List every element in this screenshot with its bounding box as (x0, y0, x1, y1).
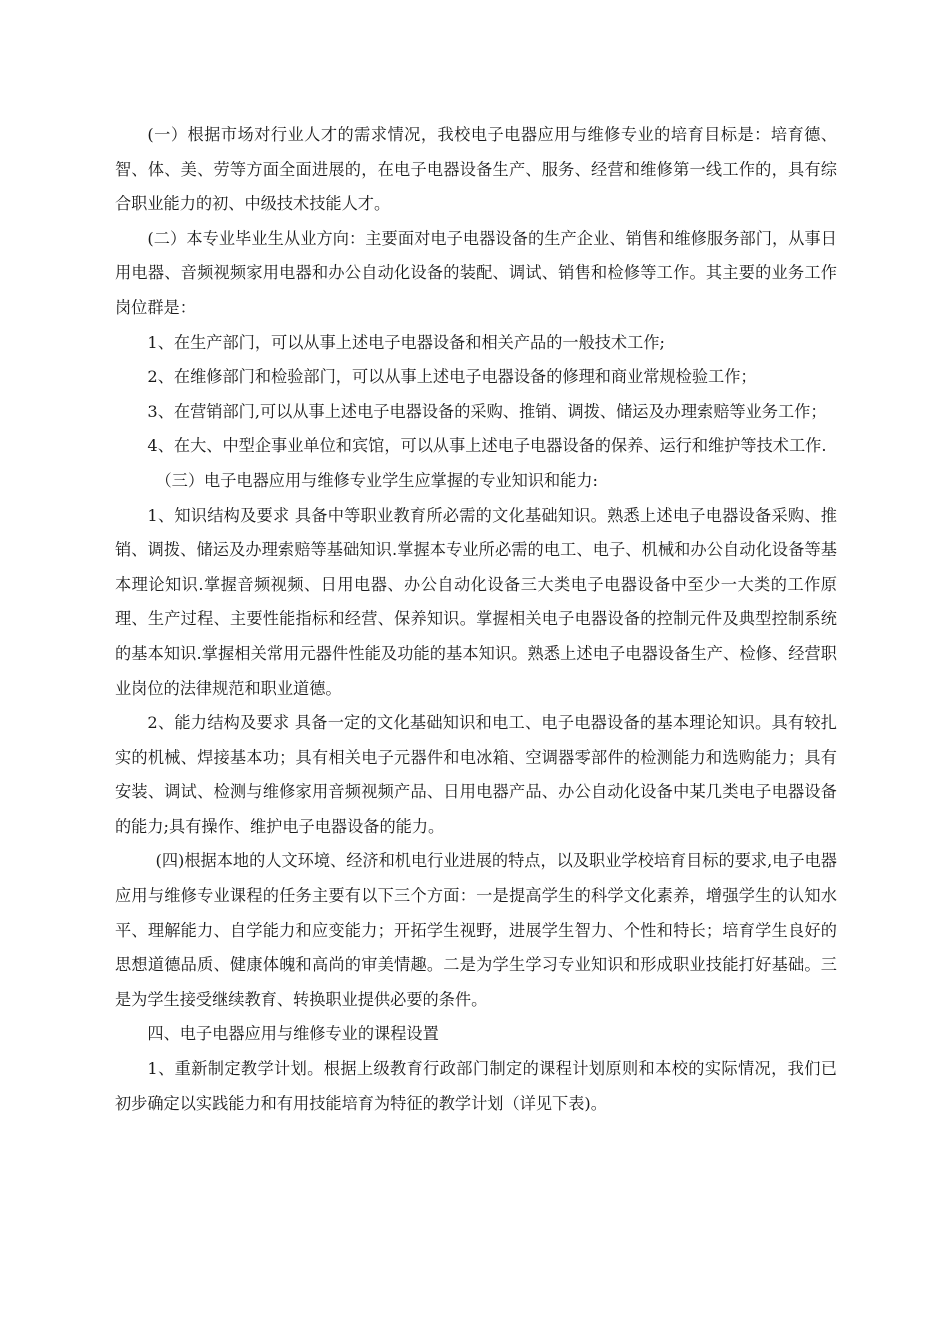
paragraph-job-item-2: 2、在维修部门和检验部门，可以从事上述电子电器设备的修理和商业常规检验工作； (147, 367, 757, 387)
paragraph-job-item-4: 4、在大、中型企事业单位和宾馆，可以从事上述电子电器设备的保养、运行和维护等技术工作. (147, 436, 827, 456)
section-heading-curriculum: 四、电子电器应用与维修专业的课程设置 (147, 1024, 439, 1044)
paragraph-teaching-plan: 1、重新制定教学计划。根据上级教育行政部门制定的课程计划原则和本校的实际情况，我们已初步确定以实践能力和有用技能培育为特征的教学计划（详见下表)。 (115, 1059, 837, 1113)
paragraph-course-tasks: (四)根据本地的人文环境、经济和机电行业进展的特点，以及职业学校培育目标的要求,电子电器应用与维修专业课程的任务主要有以下三个方面：一是提高学生的科学文化素养，增强学生的认知水平、理解能力、自学能力和应变能力；开拓学生视野，进展学生智力、个性和特长；培育学生良好的思想道德品质、健康体魄和高尚的审美情趣。二是为学生学习专业知识和形成职业技能打好基础。三是为学生接受继续教育、转换职业提供必要的条件。 (115, 851, 837, 1009)
paragraph-knowledge-heading: （三）电子电器应用与维修专业学生应掌握的专业知识和能力: (155, 470, 599, 490)
document-body (115, 118, 837, 1121)
paragraph-career-direction: (二）本专业毕业生从业方向：主要面对电子电器设备的生产企业、销售和维修服务部门，从事日用电器、音频视频家用电器和办公自动化设备的装配、调试、销售和检修等工作。其主要的业务工作岗位群是： (115, 228, 837, 317)
paragraph-job-item-3: 3、在营销部门,可以从事上述电子电器设备的采购、推销、调拨、储运及办理索赔等业务工作； (147, 401, 827, 421)
paragraph-ability-requirements: 2、能力结构及要求 具备一定的文化基础知识和电工、电子电器设备的基本理论知识。具有较扎实的机械、焊接基本功；具有相关电子元器件和电冰箱、空调器零部件的检测能力和选购能力；具有安装、调试、检测与维修家用音频视频产品、日用电器产品、办公自动化设备中某几类电子电器设备的能力;具有操作、维护电子电器设备的能力。 (115, 713, 837, 836)
paragraph-job-item-1: 1、在生产部门，可以从事上述电子电器设备和相关产品的一般技术工作; (147, 332, 665, 352)
paragraph-training-goal: (一）根据市场对行业人才的需求情况，我校电子电器应用与维修专业的培育目标是：培育德、智、体、美、劳等方面全面进展的，在电子电器设备生产、服务、经营和维修第一线工作的，具有综合职业能力的初、中级技术技能人才。 (115, 125, 837, 214)
paragraph-knowledge-requirements: 1、知识结构及要求 具备中等职业教育所必需的文化基础知识。熟悉上述电子电器设备采购、推销、调拨、储运及办理索赔等基础知识.掌握本专业所必需的电工、电子、机械和办公自动化设备等基本理论知识.掌握音频视频、日用电器、办公自动化设备三大类电子电器设备中至少一大类的工作原理、生产过程、主要性能指标和经营、保养知识。掌握相关电子电器设备的控制元件及典型控制系统的基本知识.掌握相关常用元器件性能及功能的基本知识。熟悉上述电子电器设备生产、检修、经营职业岗位的法律规范和职业道德。 (115, 505, 837, 698)
